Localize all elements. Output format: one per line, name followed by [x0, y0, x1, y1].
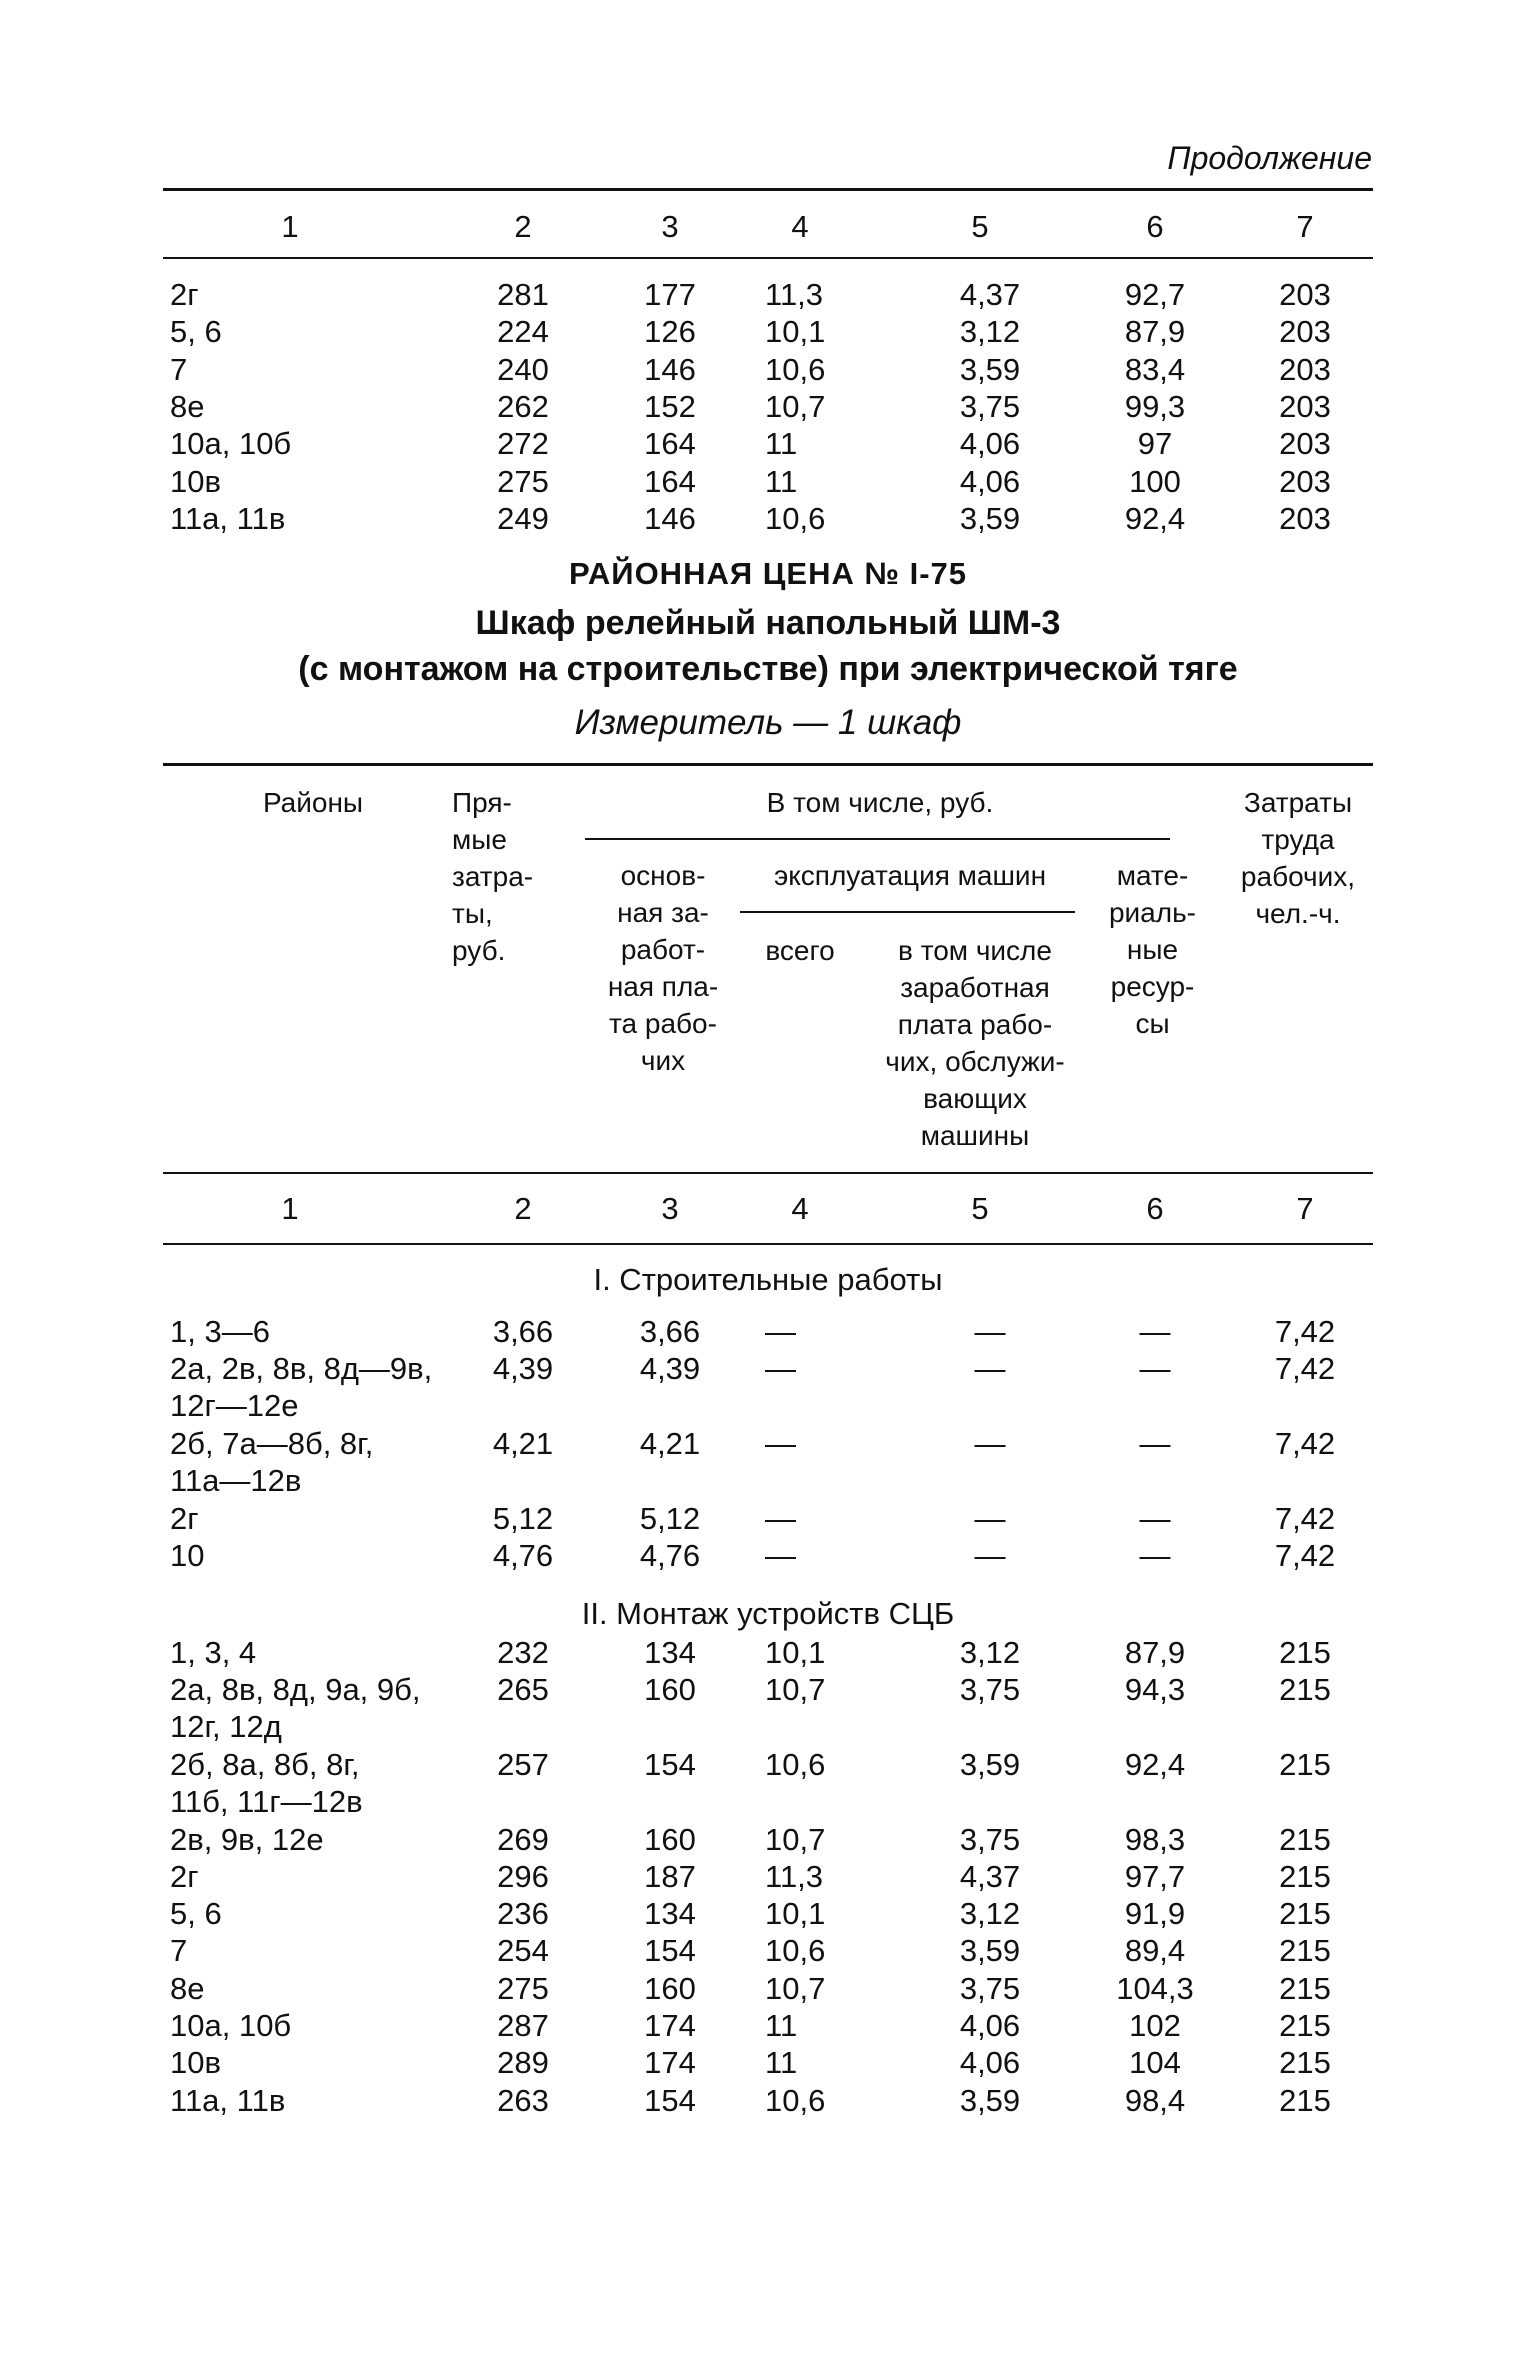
value-cell-c2: 249 [497, 500, 549, 536]
value-cell-c4: 10,1 [765, 1635, 826, 1670]
column-number-2: 2 [514, 209, 532, 244]
value-cell-c6: 104,3 [1116, 1970, 1194, 2006]
value-cell-c7: 215 [1279, 1821, 1331, 1857]
continuation-label: Продолжение [1167, 140, 1372, 176]
value-cell-c3: 177 [644, 277, 696, 312]
value-cell-c6: 92,4 [1124, 500, 1186, 536]
region-cell: 1, 3—6 [170, 1314, 270, 1349]
value-cell-c5: 3,75 [959, 388, 1021, 424]
value-cell-c5: — [974, 1314, 1006, 1349]
value-cell-c5: — [974, 1425, 1006, 1461]
value-cell-c4: 10,6 [765, 1746, 826, 1782]
value-cell-c5: 3,75 [959, 1821, 1021, 1857]
value-cell-c6: — [1139, 1314, 1171, 1349]
value-cell-c5: 3,12 [959, 1896, 1021, 1932]
value-cell-c7: 203 [1279, 351, 1331, 387]
value-cell-c7: 215 [1279, 2082, 1331, 2118]
value-cell-c4: 10,7 [765, 1821, 826, 1857]
value-cell-c6: 99,3 [1124, 388, 1186, 424]
value-cell-c5: 4,37 [959, 277, 1021, 312]
value-cell-c5: — [974, 1351, 1006, 1387]
region-cell: 10а, 10б [170, 426, 292, 462]
value-cell-c4: 10,6 [765, 500, 826, 536]
main-table-rule-top [163, 763, 1373, 766]
value-cell-c2: 262 [497, 388, 549, 424]
value-cell-c3: 4,21 [639, 1425, 701, 1461]
value-cell-c6: 97 [1137, 426, 1173, 462]
value-cell-c3: 154 [644, 1933, 696, 1969]
value-cell-c2: 269 [497, 1821, 549, 1857]
value-cell-c2: 272 [497, 426, 549, 462]
top-table-rule-header [163, 257, 1373, 259]
value-cell-c5: 3,59 [959, 1746, 1021, 1782]
value-cell-c6: — [1139, 1425, 1171, 1461]
value-cell-c4: — [765, 1314, 796, 1349]
value-cell-c7: 215 [1279, 1896, 1331, 1932]
column-number-5: 5 [971, 1191, 989, 1226]
value-cell-c6: 91,9 [1124, 1896, 1186, 1932]
value-cell-c3: 154 [644, 2082, 696, 2118]
region-cell: 10в [170, 463, 221, 499]
value-cell-c7: 7,42 [1274, 1425, 1336, 1461]
value-cell-c5: 3,12 [959, 1635, 1021, 1670]
value-cell-c4: 10,7 [765, 1970, 826, 2006]
value-cell-c3: 174 [644, 2008, 696, 2043]
column-number-3: 3 [661, 1191, 679, 1226]
header-direct-costs: Пря- мые затра- ты, руб. [452, 787, 534, 966]
value-cell-c3: 164 [644, 426, 696, 462]
value-cell-c6: 89,4 [1124, 1933, 1186, 1969]
value-cell-c7: 203 [1279, 463, 1331, 499]
column-number-7: 7 [1296, 1191, 1314, 1226]
value-cell-c6: 102 [1129, 2008, 1181, 2043]
value-cell-c5: 4,06 [959, 2008, 1021, 2043]
value-cell-c2: 224 [497, 314, 549, 350]
title-line-2: (с монтажом на строительстве) при электрической тяге [298, 650, 1238, 688]
value-cell-c3: 134 [644, 1896, 696, 1932]
value-cell-c7: 215 [1279, 1858, 1331, 1894]
value-cell-c6: — [1139, 1351, 1171, 1387]
region-cell: 11а, 11в [170, 500, 286, 536]
value-cell-c4: 10,6 [765, 2082, 826, 2118]
value-cell-c7: 215 [1279, 1746, 1331, 1782]
value-cell-c2: 289 [497, 2045, 549, 2081]
value-cell-c3: 152 [644, 388, 696, 424]
region-cell: 2г [170, 1858, 199, 1894]
region-cell: 8е [170, 388, 205, 424]
header-including-underline [585, 838, 1170, 840]
region-cell: 10а, 10б [170, 2008, 292, 2043]
value-cell-c6: — [1139, 1537, 1171, 1573]
value-cell-c6: 92,4 [1124, 1746, 1186, 1782]
value-cell-c6: 98,4 [1124, 2082, 1186, 2118]
value-cell-c2: 275 [497, 1970, 549, 2006]
value-cell-c2: 265 [497, 1672, 549, 1708]
value-cell-c4: — [765, 1500, 796, 1536]
value-cell-c7: 7,42 [1274, 1351, 1336, 1387]
header-machine-ops-underline [740, 911, 1075, 913]
value-cell-c2: 254 [497, 1933, 549, 1969]
value-cell-c6: 104 [1129, 2045, 1181, 2081]
header-regions: Районы [262, 787, 364, 818]
value-cell-c6: 98,3 [1124, 1821, 1186, 1857]
header-base-wage: основ- ная за- работ- ная пла- та рабо- чих [607, 860, 719, 1076]
column-number-7: 7 [1296, 209, 1314, 244]
value-cell-c2: 287 [497, 2008, 549, 2043]
value-cell-c2: 4,21 [492, 1425, 554, 1461]
value-cell-c2: 281 [497, 277, 549, 312]
value-cell-c6: 83,4 [1124, 351, 1186, 387]
value-cell-c3: 154 [644, 1746, 696, 1782]
region-cell: 2г [170, 277, 199, 312]
column-number-3: 3 [661, 209, 679, 244]
region-cell: 5, 6 [170, 1896, 222, 1932]
value-cell-c6: 87,9 [1124, 1635, 1186, 1670]
value-cell-c7: 203 [1279, 388, 1331, 424]
value-cell-c3: 160 [644, 1672, 696, 1708]
main-table-rule-header-bottom [163, 1172, 1373, 1174]
value-cell-c4: 11 [765, 2008, 798, 2043]
column-number-6: 6 [1146, 209, 1164, 244]
value-cell-c3: 164 [644, 463, 696, 499]
value-cell-c2: 3,66 [492, 1314, 554, 1349]
value-cell-c3: 174 [644, 2045, 696, 2081]
region-cell: 10 [170, 1537, 205, 1573]
column-number-2: 2 [514, 1191, 532, 1226]
top-table-rule-top [163, 188, 1373, 191]
value-cell-c5: 3,59 [959, 351, 1021, 387]
value-cell-c2: 232 [497, 1635, 549, 1670]
value-cell-c7: 203 [1279, 500, 1331, 536]
value-cell-c3: 126 [644, 314, 696, 350]
value-cell-c7: 7,42 [1274, 1500, 1336, 1536]
value-cell-c5: 3,75 [959, 1970, 1021, 2006]
value-cell-c3: 160 [644, 1821, 696, 1857]
value-cell-c5: 4,37 [959, 1858, 1021, 1894]
value-cell-c7: 215 [1279, 2045, 1331, 2081]
value-cell-c6: 97,7 [1124, 1858, 1186, 1894]
header-machine-incl-wage: в том числе заработная плата рабо- чих, обслужи- вающих машины [885, 935, 1065, 1151]
column-number-5: 5 [971, 209, 989, 244]
value-cell-c3: 5,12 [639, 1500, 701, 1536]
value-cell-c2: 4,39 [492, 1351, 554, 1387]
value-cell-c5: 3,59 [959, 500, 1021, 536]
value-cell-c3: 146 [644, 500, 696, 536]
value-cell-c4: 11 [765, 463, 798, 499]
value-cell-c6: 92,7 [1124, 277, 1186, 312]
value-cell-c4: 10,7 [765, 1672, 826, 1708]
value-cell-c2: 263 [497, 2082, 549, 2118]
value-cell-c7: 203 [1279, 314, 1331, 350]
header-including: В том числе, руб. [766, 787, 994, 818]
value-cell-c5: 3,59 [959, 1933, 1021, 1969]
region-cell: 10в [170, 2045, 221, 2081]
region-cell: 7 [170, 351, 188, 387]
value-cell-c4: — [765, 1425, 796, 1461]
header-materials: мате- риаль- ные ресур- сы [1108, 860, 1197, 1039]
value-cell-c5: — [974, 1537, 1006, 1573]
value-cell-c4: — [765, 1537, 796, 1573]
region-cell: 2в, 9в, 12е [170, 1821, 324, 1857]
value-cell-c2: 296 [497, 1858, 549, 1894]
column-number-4: 4 [791, 209, 809, 244]
region-cell: 11а, 11в [170, 2082, 286, 2118]
value-cell-c7: 203 [1279, 426, 1331, 462]
value-cell-c5: — [974, 1500, 1006, 1536]
header-machine-ops: эксплуатация машин [773, 860, 1047, 891]
value-cell-c7: 215 [1279, 1933, 1331, 1969]
main-table-rule-colnums [163, 1243, 1373, 1245]
value-cell-c6: 87,9 [1124, 314, 1186, 350]
value-cell-c4: 10,6 [765, 1933, 826, 1969]
region-cell: 2г [170, 1500, 199, 1536]
value-cell-c2: 240 [497, 351, 549, 387]
value-cell-c5: 4,06 [959, 463, 1021, 499]
value-cell-c5: 3,75 [959, 1672, 1021, 1708]
region-cell: 2а, 2в, 8в, 8д—9в, 12г—12е [170, 1351, 433, 1424]
value-cell-c4: — [765, 1351, 796, 1387]
value-cell-c4: 10,6 [765, 351, 826, 387]
region-cell: 2а, 8в, 8д, 9а, 9б, 12г, 12д [170, 1672, 421, 1745]
value-cell-c4: 10,7 [765, 388, 826, 424]
value-cell-c4: 10,1 [765, 314, 826, 350]
value-cell-c7: 7,42 [1274, 1537, 1336, 1573]
value-cell-c4: 11 [765, 426, 798, 462]
value-cell-c7: 215 [1279, 1672, 1331, 1708]
value-cell-c4: 11,3 [765, 1858, 824, 1894]
value-cell-c4: 10,1 [765, 1896, 826, 1932]
value-cell-c5: 3,59 [959, 2082, 1021, 2118]
column-number-1: 1 [281, 209, 299, 244]
value-cell-c5: 3,12 [959, 314, 1021, 350]
value-cell-c3: 4,76 [639, 1537, 701, 1573]
header-labor: Затраты труда рабочих, чел.-ч. [1240, 787, 1356, 929]
value-cell-c5: 4,06 [959, 2045, 1021, 2081]
value-cell-c2: 236 [497, 1896, 549, 1932]
region-cell: 8е [170, 1970, 205, 2006]
section-1-title: I. Строительные работы [593, 1262, 943, 1297]
value-cell-c5: 4,06 [959, 426, 1021, 462]
header-machine-total: всего [765, 935, 835, 966]
column-number-6: 6 [1146, 1191, 1164, 1226]
region-cell: 1, 3, 4 [170, 1635, 257, 1670]
value-cell-c3: 134 [644, 1635, 696, 1670]
title-line-1: Шкаф релейный напольный ШМ-3 [475, 604, 1061, 642]
value-cell-c3: 187 [644, 1858, 696, 1894]
region-cell: 2б, 7а—8б, 8г, 11а—12в [170, 1425, 374, 1498]
value-cell-c7: 215 [1279, 1970, 1331, 2006]
section-2-title: II. Монтаж устройств СЦБ [581, 1596, 955, 1631]
value-cell-c2: 257 [497, 1746, 549, 1782]
value-cell-c3: 3,66 [639, 1314, 701, 1349]
value-cell-c2: 275 [497, 463, 549, 499]
value-cell-c2: 4,76 [492, 1537, 554, 1573]
value-cell-c7: 7,42 [1274, 1314, 1336, 1349]
value-cell-c4: 11,3 [765, 277, 824, 312]
unit-of-measure: Измеритель — 1 шкаф [574, 703, 962, 742]
value-cell-c4: 11 [765, 2045, 798, 2081]
price-code-heading: РАЙОННАЯ ЦЕНА № I-75 [568, 556, 968, 591]
region-cell: 5, 6 [170, 314, 222, 350]
value-cell-c6: 94,3 [1124, 1672, 1186, 1708]
value-cell-c2: 5,12 [492, 1500, 554, 1536]
value-cell-c3: 4,39 [639, 1351, 701, 1387]
value-cell-c7: 203 [1279, 277, 1331, 312]
value-cell-c7: 215 [1279, 2008, 1331, 2043]
value-cell-c3: 146 [644, 351, 696, 387]
value-cell-c7: 215 [1279, 1635, 1331, 1670]
region-cell: 2б, 8а, 8б, 8г, 11б, 11г—12в [170, 1746, 363, 1819]
value-cell-c3: 160 [644, 1970, 696, 2006]
value-cell-c6: — [1139, 1500, 1171, 1536]
column-number-1: 1 [281, 1191, 299, 1226]
region-cell: 7 [170, 1933, 188, 1969]
column-number-4: 4 [791, 1191, 809, 1226]
value-cell-c6: 100 [1129, 463, 1181, 499]
